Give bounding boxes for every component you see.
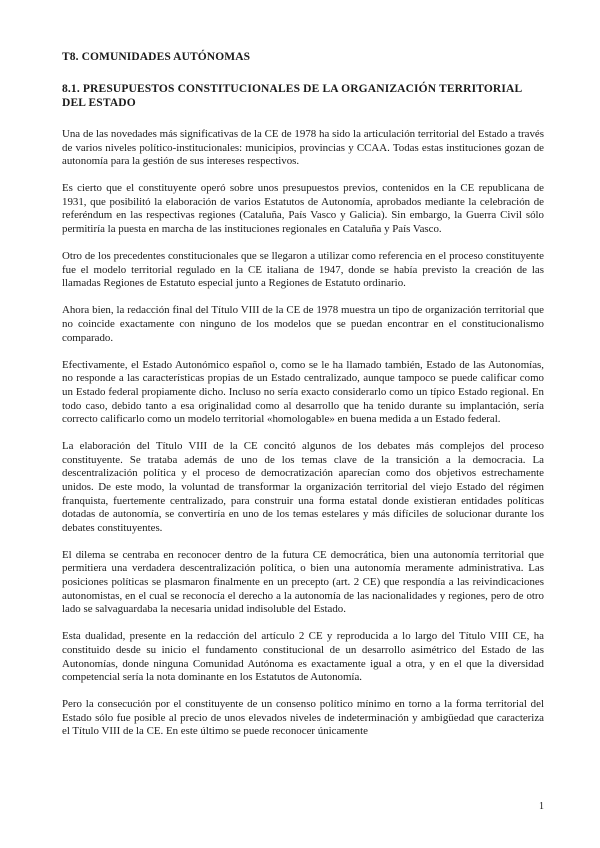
paragraph-6: La elaboración del Título VIII de la CE concitó algunos de los debates más complejos del proceso constituyente. Se trataba además de uno de los temas clave de la transición a la democracia. La descentralización política y el proceso de democratización aparecían como dos objetivos estrechamente unidos. De este modo, la voluntad de transformar la organización territorial del viejo Estado del régimen franquista, fuertemente centralizado, para construir una forma estatal donde existieran entidades políticas dotadas de autonomía, se convertiría en uno de los temas estelares y más difíciles de solucionar durante los debates constituyentes. xyxy=(62,440,544,534)
chapter-title: T8. COMUNIDADES AUTÓNOMAS xyxy=(62,51,251,63)
paragraph-1: Una de las novedades más significativas de la CE de 1978 ha sido la articulación territorial del Estado a través de varios niveles político-institucionales: municipios, provincias y CCAA. Todas estas instituciones gozan de autonomía para la gestión de sus intereses respectivos. xyxy=(62,128,544,168)
section-title: 8.1. PRESUPUESTOS CONSTITUCIONALES DE LA ORGANIZACIÓN TERRITORIAL DEL ESTADO xyxy=(62,83,522,109)
paragraph-7: El dilema se centraba en reconocer dentro de la futura CE democrática, bien una autonomía territorial que permitiera una verdadera descentralización política, o bien una autonomía meramente administrativa. Las posiciones políticas se plasmaron finalmente en un precepto (art. 2 CE) que respondía a las reivindicaciones autonomistas, en el cual se reconocía el derecho a la autonomía de las nacionalidades y regiones, pero de otro lado se salvaguardaba la necesaria unidad indisoluble del Estado. xyxy=(62,548,544,616)
paragraph-8: Esta dualidad, presente en la redacción del artículo 2 CE y reproducida a lo largo del Título VIII CE, ha constituido desde su inicio el fundamento constitucional de un desarrollo asimétrico del Estado de las Autonomías, donde ninguna Comunidad Autónoma es exactamente igual a otra, y en el que la diversidad competencial sería la nota dominante en los Estatutos de Autonomía. xyxy=(62,630,544,684)
page-content xyxy=(62,50,544,752)
paragraph-9: Pero la consecución por el constituyente de un consenso político mínimo en torno a la forma territorial del Estado sólo fue posible al precio de unos elevados niveles de indeterminación y ambigüedad que caracteriza el Título VIII de la CE. En este último se puede reconocer únicamente xyxy=(62,698,544,738)
paragraph-5: Efectivamente, el Estado Autonómico español o, como se le ha llamado también, Estado de las Autonomías, no responde a las características propias de un Estado centralizado, aunque tampoco se puede calificar como un Estado federal propiamente dicho. Incluso no sería exacto considerarlo como un típico Estado regional. En todo caso, debido tanto a esa originalidad como al desarrollo que ha tenido durante su implantación, sería correcto calificarlo como un modelo territorial «homologable» en buena medida a un Estado federal. xyxy=(62,358,544,426)
paragraph-2: Es cierto que el constituyente operó sobre unos presupuestos previos, contenidos en la CE republicana de 1931, que posibilitó la elaboración de varios Estatutos de Autonomía, aprobados mediante la celebración de referéndum en las respectivas regiones (Cataluña, País Vasco y Galicia). Sin embargo, la Guerra Civil sólo permitiría la puesta en marcha de las instituciones regionales en Cataluña y País Vasco. xyxy=(62,182,544,236)
paragraph-4: Ahora bien, la redacción final del Título VIII de la CE de 1978 muestra un tipo de organización territorial que no coincide exactamente con ninguno de los modelos que se puedan encontrar en el constitucionalismo comparado. xyxy=(62,304,544,344)
page-number: 1 xyxy=(539,801,544,812)
paragraph-3: Otro de los precedentes constitucionales que se llegaron a utilizar como referencia en el proceso constituyente fue el modelo territorial regulado en la CE italiana de 1947, donde se había previsto la creación de las llamadas Regiones de Estatuto especial junto a Regiones de Estatuto ordinario. xyxy=(62,250,544,290)
